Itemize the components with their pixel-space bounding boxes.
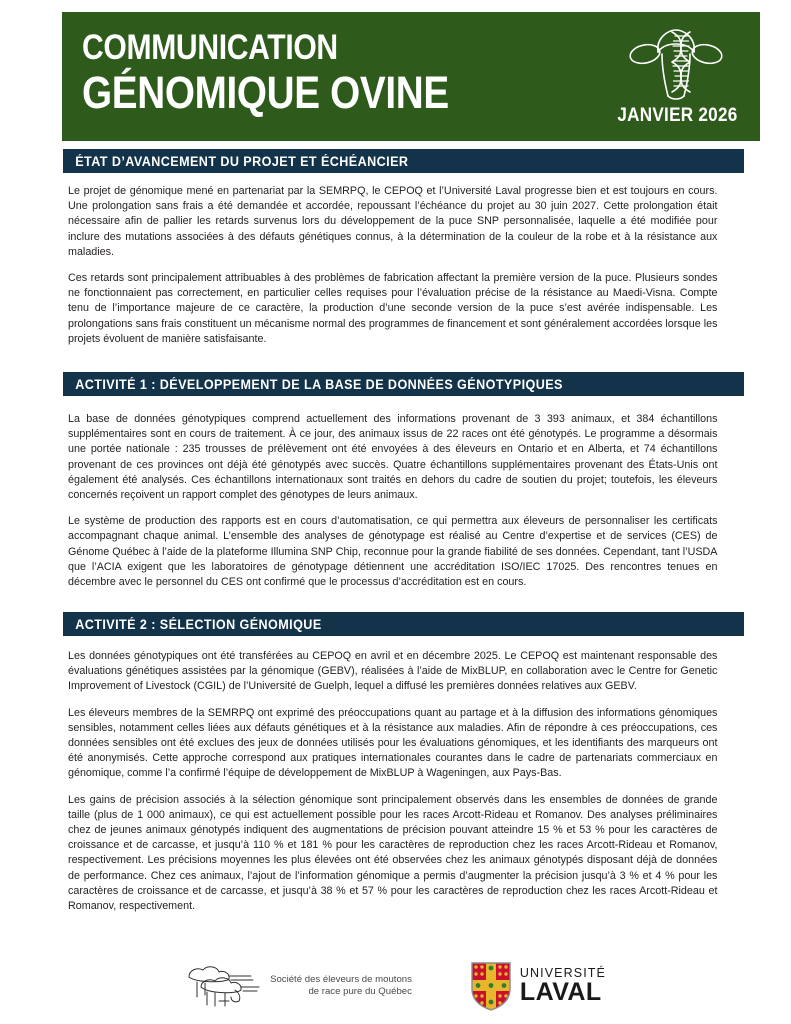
paragraph: La base de données génotypiques comprend actuellement des informations provenant de 3 393 animaux, et 384 échantillons supplémentaires sont en cours de traitement. À ce jour, des animaux issus de 22 races ont été génotypés. Le programme a désormais une portée nationale : 235 trousses de prélèvement ont été envoyées à des éleveurs en Ontario et en Alberta, et 74 échantillons provenant de ces provinces ont déjà été génotypés avec succès. Quatre échantillons supplémentaires provenant des États-Unis ont également été analysés. Ces échantillons internationaux sont traités en dehors du cadre de soutien du projet; toutefois, les éleveurs concernés reçoivent un rapport complet des génotypes de leurs animaux.	[68, 413, 718, 502]
paragraph: Ces retards sont principalement attribuables à des problèmes de fabrication affectant la première version de la puce. Plusieurs sondes ne fonctionnaient pas correctement, en particulier celles requises pour l’évaluation précise de la résistance au Maedi-Visna. Compte tenu de l’importance majeure de ce caractère, la production d’une seconde version de la puce s’est avérée indispensable. Les prolongations sans frais constituent un mécanisme normal des programmes de financement et sont généralement accordées lorsque les projets évoluent de manière satisfaisante.	[68, 272, 718, 345]
semrpq-logo	[185, 961, 412, 1011]
section-header-label: ACTIVITÉ 2 : SÉLECTION GÉNOMIQUE	[75, 616, 322, 632]
section-header-etat-avancement	[62, 148, 745, 174]
header-title-line1: COMMUNICATION	[82, 28, 338, 67]
paragraph: Le projet de génomique mené en partenariat par la SEMRPQ, le CEPOQ et l’Université Laval progresse bien et est toujours en cours. Une prolongation sans frais a été demandée et accordée, repoussant l’échéance du projet au 30 juin 2027. Cette prolongation était nécessaire afin de pallier les retards survenus lors du développement de la puce SNP personnalisée, laquelle a été modifiée pour inclure des mutations associées à des défauts génétiques connus, à la détermination de la couleur de la robe et à la résistance aux maladies.	[68, 185, 718, 258]
section-header-activite-1	[62, 371, 745, 397]
paragraph: Le système de production des rapports est en cours d’automatisation, ce qui permettra aux éleveurs de personnaliser les certificats accompagnant chaque animal. L’ensemble des analyses de génotypage est réalisé au Centre d’expertise et de services (CES) de Génome Québec à l’aide de la plateforme Illumina SNP Chip, reconnue pour la grande fiabilité de ses données. Cependant, tant l’USDA que l’ACIA exigent que les laboratoires de génotypage détiennent une accréditation ISO/IEC 17025. Des rencontres tenues en décembre avec le personnel du CES ont confirmé que le processus d’accréditation est en cours.	[68, 515, 718, 589]
section-body-etat-avancement	[68, 184, 741, 347]
sheep-dna-logo	[628, 24, 724, 108]
header-title-block	[82, 28, 509, 118]
semrpq-name	[270, 974, 412, 999]
semrpq-name-line2: de race pure du Québec	[308, 986, 412, 997]
semrpq-name-line1: Société des éleveurs de moutons	[270, 973, 412, 985]
footer	[0, 952, 791, 1020]
section-body-activite-1	[68, 412, 741, 590]
laval-word-laval: LAVAL	[519, 978, 602, 1007]
laval-word-universite: UNIVERSITÉ	[519, 965, 606, 980]
section-body-activite-2	[68, 649, 741, 914]
section-header-label: ACTIVITÉ 1 : DÉVELOPPEMENT DE LA BASE DE DONNÉES GÉNOTYPIQUES	[75, 376, 563, 392]
section-header-activite-2	[62, 611, 745, 637]
section-header-label: ÉTAT D’AVANCEMENT DU PROJET ET ÉCHÉANCIER	[75, 153, 409, 169]
universite-laval-shield	[470, 961, 512, 1011]
universite-laval-wordmark	[520, 967, 606, 1006]
header-issue-date: JANVIER 2026	[617, 105, 738, 126]
semrpq-sheep-logo	[185, 961, 263, 1011]
paragraph: Les données génotypiques ont été transférées au CEPOQ en avril et en décembre 2025. Le CEPOQ est maintenant responsable des évaluations génétiques assistées par la génomique (GEBV), réalisées à l’aide de MixBLUP, en collaboration avec le Centre for Genetic Improvement of Livestock (CGIL) de l’Université de Guelph, lequel a diffusé les premières données relatives aux GEBV.	[68, 650, 718, 693]
paragraph: Les éleveurs membres de la SEMRPQ ont exprimé des préoccupations quant au partage et à la diffusion des informations génomiques sensibles, notamment celles liées aux défauts génétiques et à la résistance aux maladies. Afin de répondre à ces préoccupations, ces données sensibles ont été exclues des jeux de données utilisés pour les évaluations génomiques, et les identifiants des marqueurs ont été anonymisés. Cette approche correspond aux pratiques internationales courantes dans le cadre de partenariats commerciaux en génomique, comme l’a confirmé l’équipe de développement de MixBLUP à Wageningen, aux Pays-Bas.	[68, 706, 718, 780]
universite-laval-logo	[470, 961, 606, 1011]
header-title-line2: GÉNOMIQUE OVINE	[82, 67, 449, 118]
header-banner	[62, 12, 760, 141]
paragraph: Les gains de précision associés à la sélection génomique sont principalement observés dans les ensembles de données de grande taille (plus de 1 000 animaux), ce qui est actuellement possible pour les races Arcott-Rideau et Romanov. Des analyses préliminaires chez de jeunes animaux génotypés indiquent des augmentations de précision pouvant atteindre 15 % et 53 % pour les caractères de croissance et de carcasse, et jusqu’à 110 % et 181 % pour les caractères de reproduction chez les races Arcott-Rideau et Romanov, respectivement. Les précisions moyennes les plus élevées ont été observées chez les animaux génotypés disposant déjà de données de performance. Chez ces animaux, l’ajout de l’information génomique a permis d’augmenter la précision jusqu’à 3 % et 4 % pour les caractères de croissance et de carcasse, et jusqu’à 38 % et 57 % pour les caractères de reproduction chez les races Arcott-Rideau et Romanov, respectivement.	[68, 793, 718, 913]
